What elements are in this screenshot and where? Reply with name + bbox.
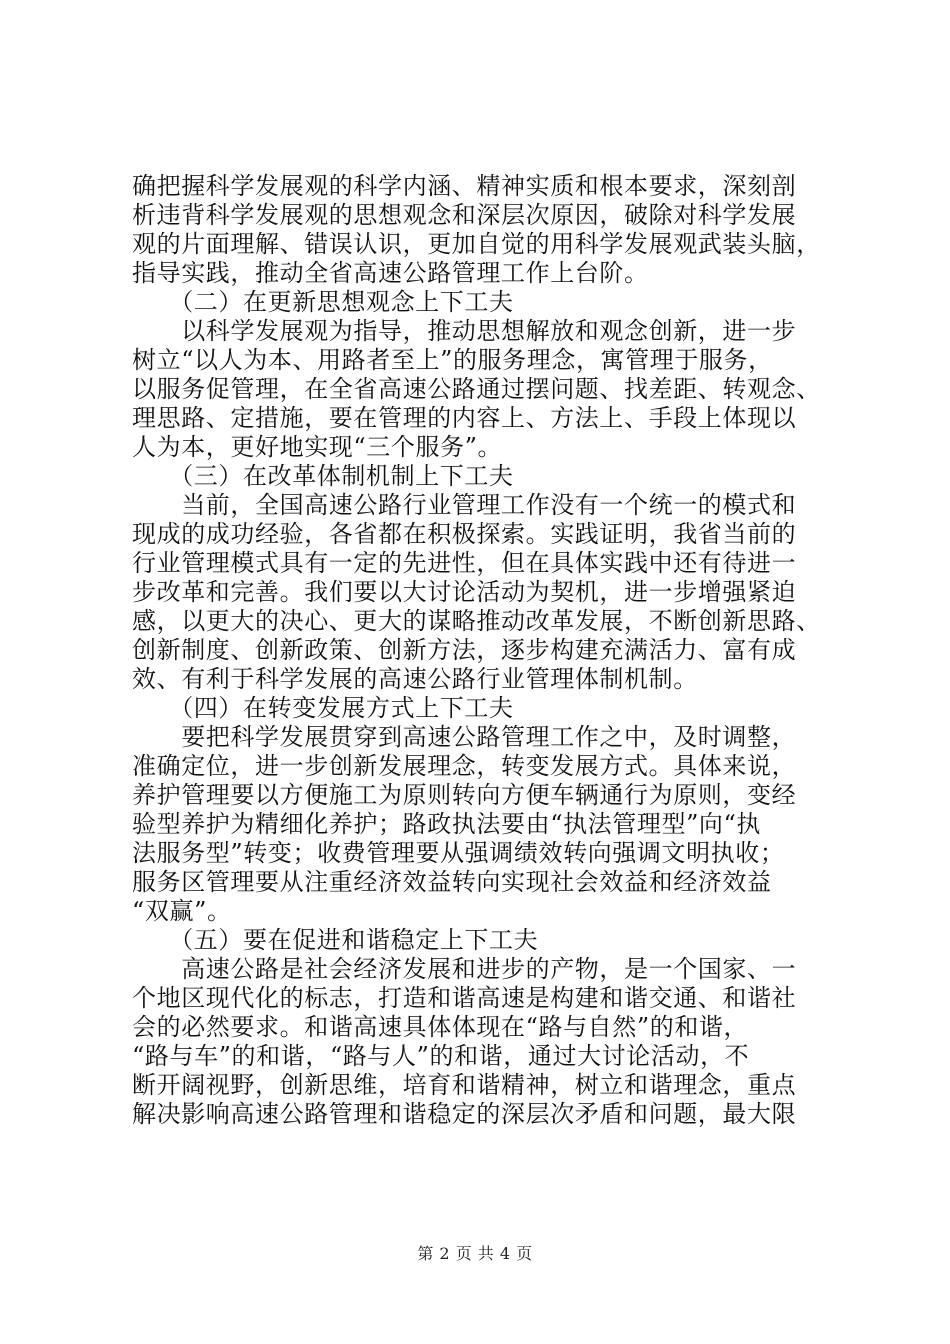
text-line: 个地区现代化的标志，打造和谐高速是构建和谐交通、和谐社 [132, 984, 797, 1012]
text-line: 步改革和完善。我们要以大讨论活动为契机，进一步增强紧迫 [132, 578, 797, 606]
text-line: 断开阔视野，创新思维，培育和谐精神，树立和谐理念，重点 [132, 1071, 797, 1099]
text-line: 确把握科学发展观的科学内涵、精神实质和根本要求，深刻剖 [132, 172, 797, 200]
text-line: 指导实践，推动全省高速公路管理工作上台阶。 [132, 259, 649, 287]
text-line: 树立“以人为本、用路者至上”的服务理念，寓管理于服务， [132, 346, 773, 374]
text-line: 析违背科学发展观的思想观念和深层次原因，破除对科学发展 [132, 201, 797, 229]
section-heading: （五）要在促进和谐稳定上下工夫 [132, 926, 539, 954]
text-line: 解决影响高速公路管理和谐稳定的深层次矛盾和问题，最大限 [132, 1100, 797, 1128]
text-line: 理思路、定措施，要在管理的内容上、方法上、手段上体现以 [132, 404, 797, 432]
text-line: 高速公路是社会经济发展和进步的产物，是一个国家、一 [132, 955, 797, 983]
text-line: “路与车”的和谐，“路与人”的和谐，通过大讨论活动，不 [132, 1042, 750, 1070]
text-line: 验型养护为精细化养护；路政执法要由“执法管理型”向“执 [132, 810, 762, 838]
text-line: 当前，全国高速公路行业管理工作没有一个统一的模式和 [132, 491, 797, 519]
text-line: 观的片面理解、错误认识，更加自觉的用科学发展观武装头脑， [132, 230, 821, 258]
text-line: 以科学发展观为指导，推动思想解放和观念创新，进一步 [132, 317, 797, 345]
text-line: 以服务促管理，在全省高速公路通过摆问题、找差距、转观念、 [132, 375, 821, 403]
section-heading: （三）在改革体制机制上下工夫 [132, 462, 514, 490]
text-line: 服务区管理要从注重经济效益转向实现社会效益和经济效益 [132, 868, 772, 896]
text-line: 效、有利于科学发展的高速公路行业管理体制机制。 [132, 665, 698, 693]
section-heading: （二）在更新思想观念上下工夫 [132, 288, 514, 316]
text-line: 行业管理模式具有一定的先进性，但在具体实践中还有待进一 [132, 549, 797, 577]
text-line: 会的必然要求。和谐高速具体体现在“路与自然”的和谐， [132, 1013, 749, 1041]
text-line: “双赢”。 [132, 897, 232, 925]
text-line: 准确定位，进一步创新发展理念，转变发展方式。具体来说， [132, 752, 797, 780]
text-line: 法服务型”转变；收费管理要从强调绩效转向强调文明执收； [132, 839, 785, 867]
text-line: 要把科学发展贯穿到高速公路管理工作之中，及时调整， [132, 723, 797, 751]
text-line: 现成的成功经验，各省都在积极探索。实践证明，我省当前的 [132, 520, 797, 548]
section-heading: （四）在转变发展方式上下工夫 [132, 694, 514, 722]
text-line: 养护管理要以方便施工为原则转向方便车辆通行为原则，变经 [132, 781, 797, 809]
text-line: 感，以更大的决心、更大的谋略推动改革发展，不断创新思路、 [132, 607, 821, 635]
text-line: 创新制度、创新政策、创新方法，逐步构建充满活力、富有成 [132, 636, 797, 664]
document-body [132, 172, 822, 1129]
text-line: 人为本，更好地实现“三个服务”。 [132, 433, 503, 461]
page-number-footer: 第 2 页 共 4 页 [417, 1244, 533, 1263]
